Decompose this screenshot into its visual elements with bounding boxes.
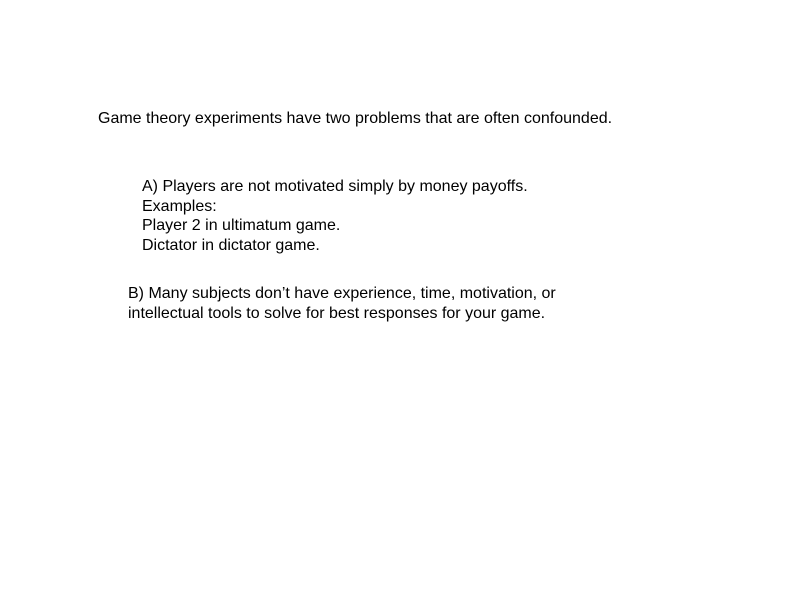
point-a-line-2: Examples: xyxy=(142,197,217,215)
point-b-block xyxy=(128,284,556,323)
point-b-line-1: B) Many subjects don’t have experience, time, motivation, or xyxy=(128,285,556,302)
point-a-line-1: A) Players are not motivated simply by money payoffs. xyxy=(142,178,528,195)
point-b-line-2: intellectual tools to solve for best responses for your game. xyxy=(128,304,546,322)
intro-text: Game theory experiments have two problems that are often confounded. xyxy=(98,110,613,127)
point-a-block xyxy=(142,177,528,255)
point-a-line-3: Player 2 in ultimatum game. xyxy=(142,217,341,234)
point-a-line-4: Dictator in dictator game. xyxy=(142,236,320,254)
